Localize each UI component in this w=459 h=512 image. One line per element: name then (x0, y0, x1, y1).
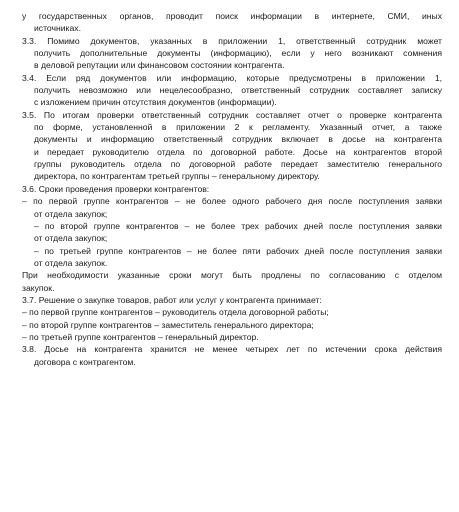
text-line: от отдела закупок; (34, 208, 108, 219)
text-line: источниках. (34, 23, 81, 34)
text-line: 3.5. По итогам проверки ответственный сотрудник составляет отчет о проверке контрагента (22, 109, 442, 120)
text-line: получить дополнительные документы (информацию), если у него возникают сомнения (34, 48, 442, 59)
text-line: 3.6. Сроки проведения проверки контрагентов: (22, 183, 210, 194)
text-line: – по первой группе контрагентов – руководитель отдела договорной работы; (22, 307, 329, 318)
text-line: группы руководитель отдела по договорной работе передает заместителю генерального (34, 159, 442, 170)
text-line: 3.7. Решение о закупке товаров, работ или услуг у контрагента принимает: (22, 294, 322, 305)
text-line: у государственных органов, проводит поиск информации в интернете, СМИ, иных (22, 11, 442, 21)
text-line: – по второй группе контрагентов – не более трех рабочих дней после поступления заявки (34, 220, 442, 231)
text-line: – по третьей группе контрагентов – не более пяти рабочих дней после поступления заявки (34, 245, 442, 256)
text-line: по форме, установленной в приложении 2 к регламенту. Указанный отчет, а также (34, 122, 442, 133)
text-line: – по второй группе контрагентов – заместитель генерального директора; (22, 319, 314, 330)
text-line: договора с контрагентом. (34, 356, 136, 367)
text-line: от отдела закупок; (34, 233, 108, 244)
text-line: получить невозможно или нецелесообразно, ответственный сотрудник составляет записку (34, 85, 442, 96)
text-line: в деловой репутации или финансовом состоянии контрагента. (34, 60, 285, 71)
text-line: директора, по контрагентам третьей группы – генеральному директору. (34, 171, 320, 182)
text-line: закупок. (22, 282, 55, 293)
text-line: и передает руководителю отдела по договорной работе. Досье на контрагентов второй (34, 146, 442, 157)
text-line: с изложением причин отсутствия документов (информации). (34, 97, 277, 108)
text-line: 3.3. Помимо документов, указанных в приложении 1, ответственный сотрудник может (22, 35, 442, 46)
document-body (22, 10, 442, 368)
text-line: документы и информацию ответственный сотрудник включает в досье на контрагента (34, 134, 442, 145)
text-line: 3.4. Если ряд документов или информацию, которые предусмотрены в приложении 1, (22, 72, 442, 83)
text-line: 3.8. Досье на контрагента хранится не менее четырех лет по истечении срока действия (22, 344, 442, 355)
text-line: – по первой группе контрагентов – не более одного рабочего дня после поступления заявки (22, 196, 442, 207)
text-line: – по третьей группе контрагентов – генеральный директор. (22, 331, 259, 342)
text-line: При необходимости указанные сроки могут быть продлены по согласованию с отделом (22, 270, 442, 281)
text-line: от отдела закупок. (34, 257, 108, 268)
